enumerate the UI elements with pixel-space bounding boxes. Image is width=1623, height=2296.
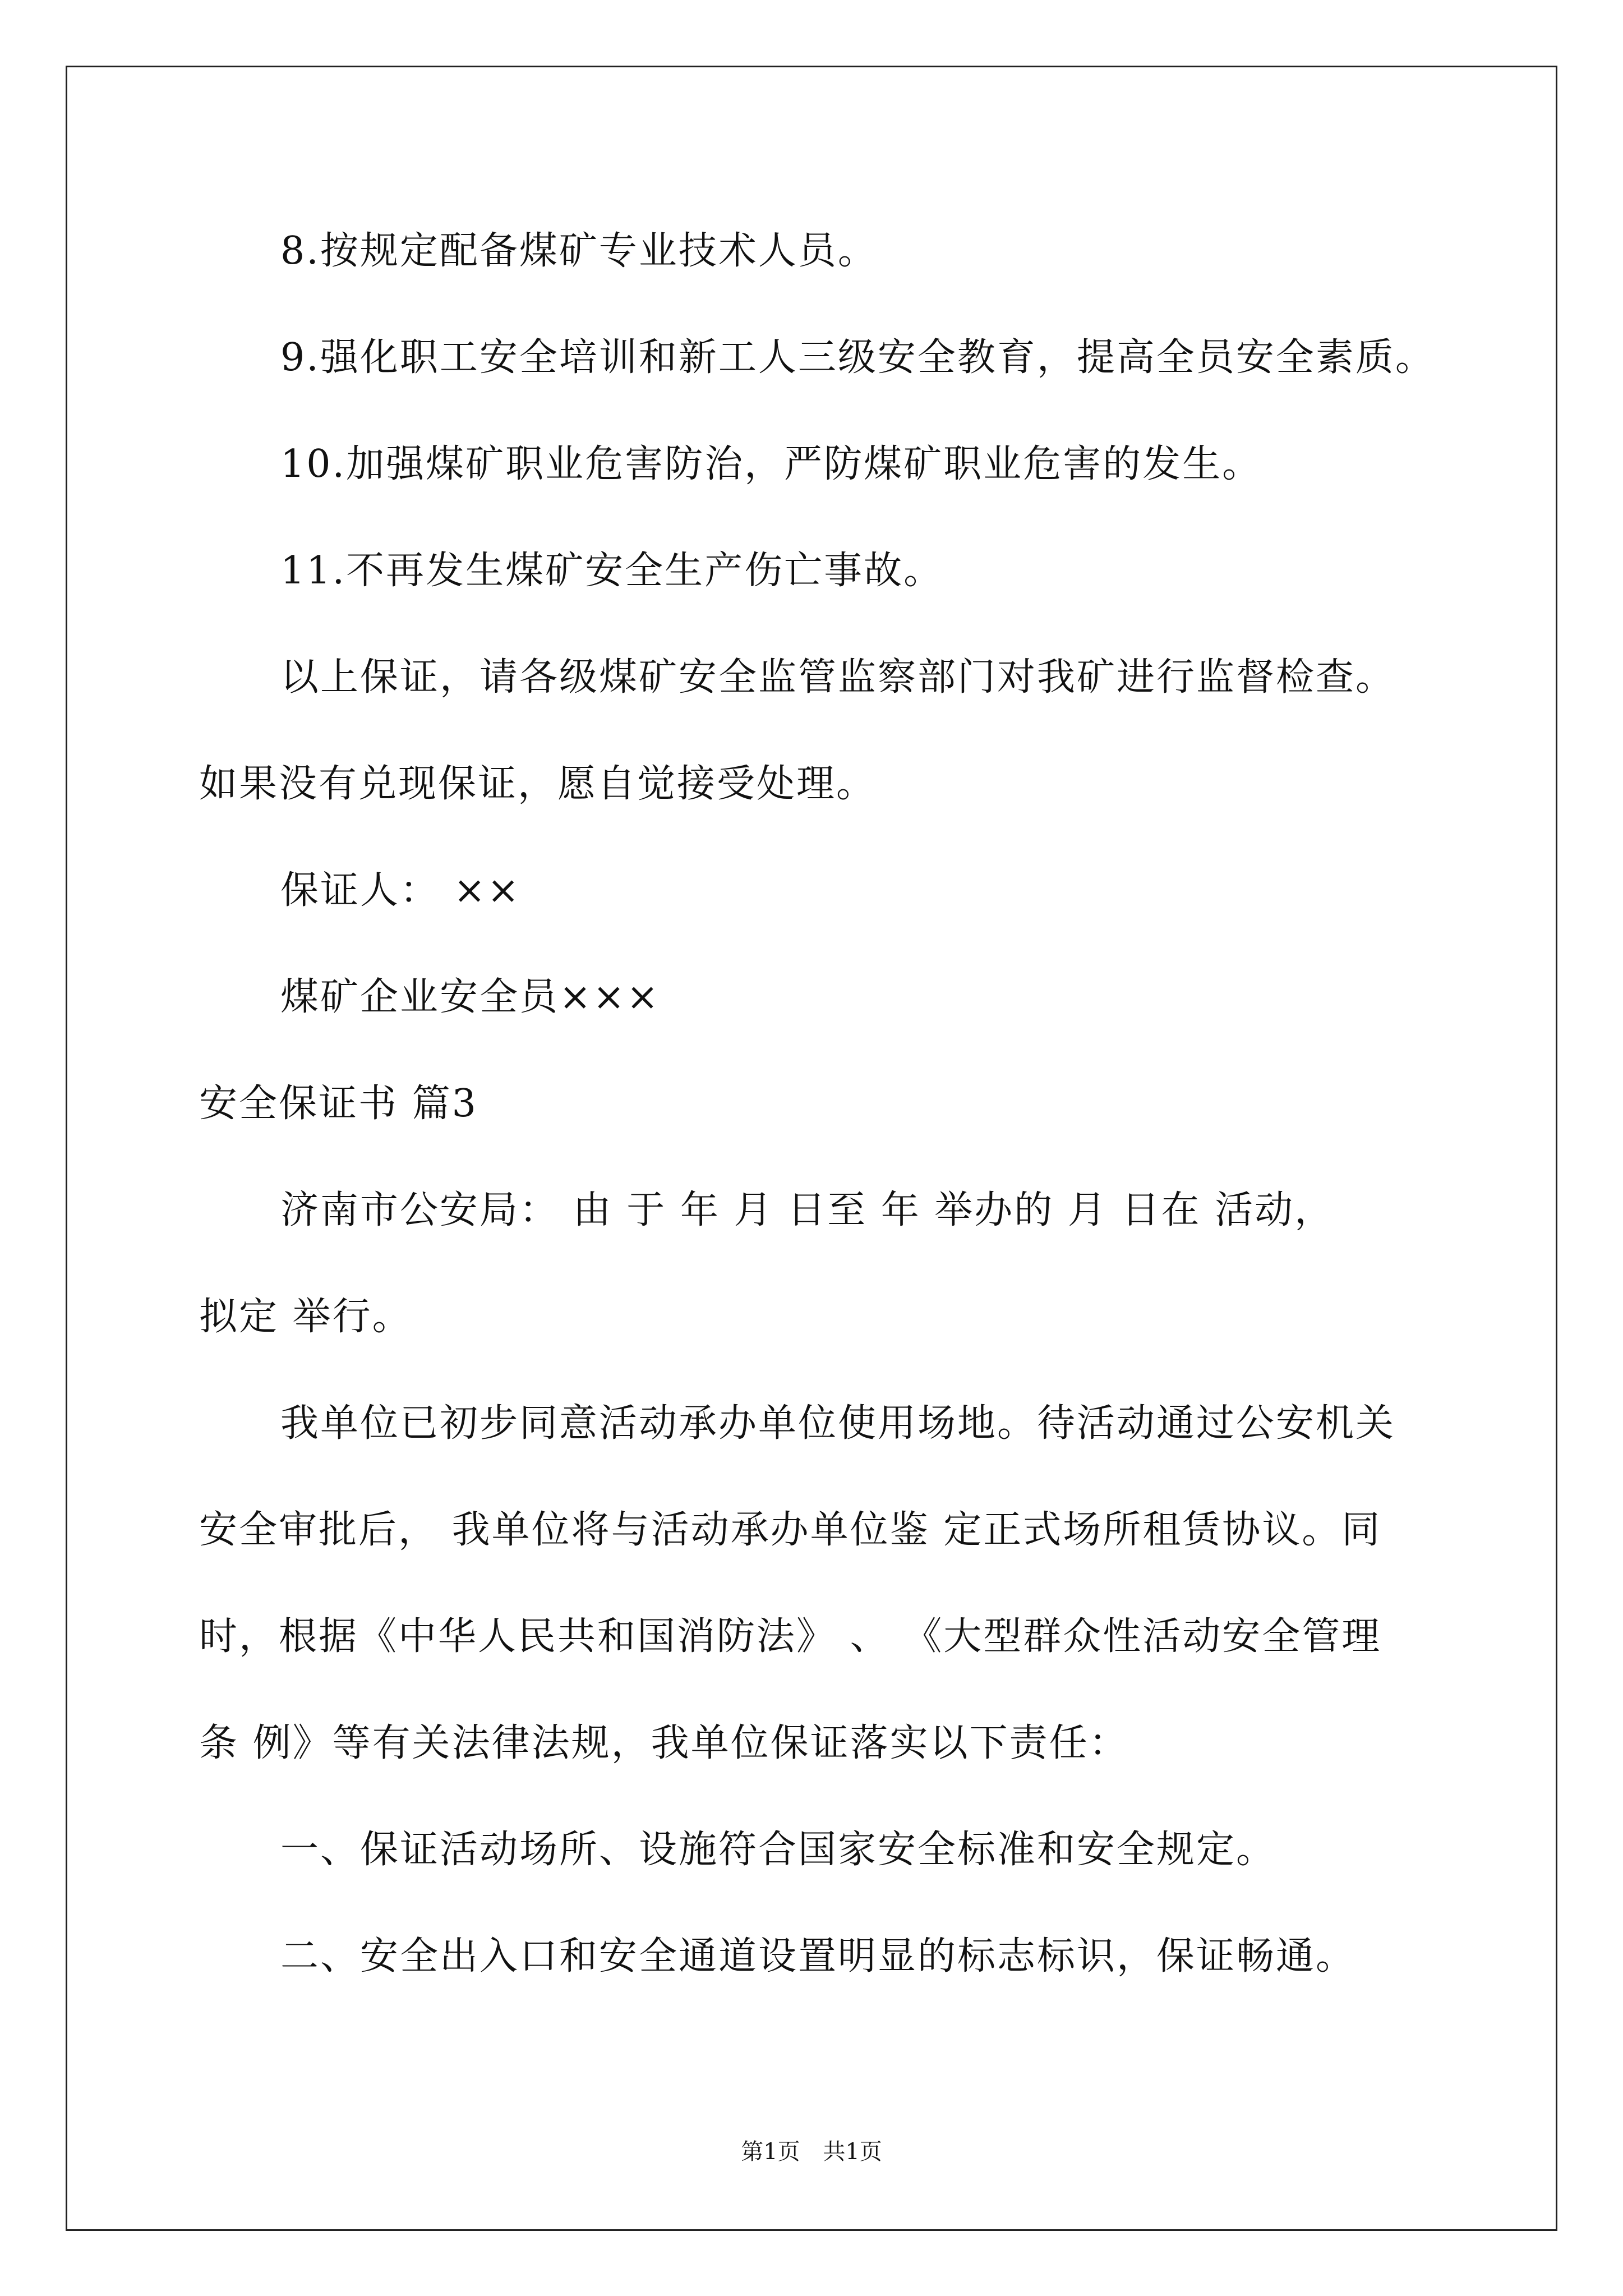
section-heading: 安全保证书 篇3 [199, 1082, 478, 1126]
page-number: 第1页 [741, 2139, 800, 2165]
paragraph-line: 安全审批后， 我单位将与活动承办单位鉴 定正式场所租赁协议。同 [199, 1508, 1382, 1552]
paragraph-line: 一、保证活动场所、设施符合国家安全标准和安全规定。 [280, 1828, 1276, 1872]
paragraph-line: 我单位已初步同意活动承办单位使用场地。待活动通过公安机关 [280, 1401, 1396, 1446]
page-border [66, 66, 1557, 2231]
paragraph-line: 条 例》等有关法律法规，我单位保证落实以下责任： [199, 1721, 1129, 1765]
signature-line: 保证人： ×× [280, 868, 521, 913]
paragraph-line: 时，根据《中华人民共和国消防法》 、 《大型群众性活动安全管理 [199, 1614, 1382, 1659]
paragraph-line: 以上保证，请各级煤矿安全监管监察部门对我矿进行监督检查。 [280, 655, 1396, 700]
page-footer [0, 2135, 1623, 2169]
page-total: 共1页 [823, 2139, 882, 2165]
signature-line: 煤矿企业安全员××× [280, 975, 660, 1019]
paragraph-line: 9.强化职工安全培训和新工人三级安全教育，提高全员安全素质。 [280, 335, 1435, 380]
paragraph-line: 二、安全出入口和安全通道设置明显的标志标识，保证畅通。 [280, 1934, 1356, 1978]
paragraph-line: 8.按规定配备煤矿专业技术人员。 [280, 229, 878, 273]
paragraph-line: 拟定 举行。 [199, 1295, 412, 1339]
paragraph-line: 10.加强煤矿职业危害防治，严防煤矿职业危害的发生。 [280, 442, 1262, 486]
paragraph-line: 如果没有兑现保证，愿自觉接受处理。 [199, 762, 877, 806]
paragraph-line: 济南市公安局： 由 于 年 月 日至 年 举办的 月 日在 活动， [280, 1188, 1335, 1232]
paragraph-line: 11.不再发生煤矿安全生产伤亡事故。 [280, 549, 944, 593]
